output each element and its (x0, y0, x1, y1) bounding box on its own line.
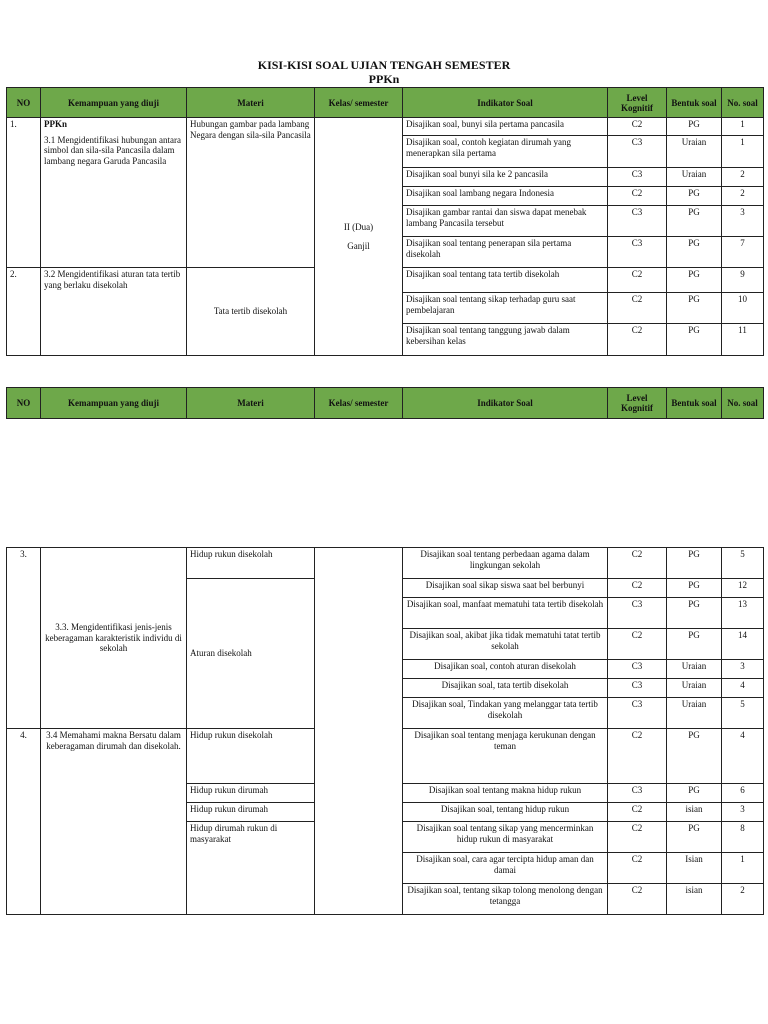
bentuk-cell: isian (667, 884, 722, 915)
nomor-cell: 14 (722, 629, 764, 660)
row-number: 4. (7, 729, 41, 915)
bentuk-cell: Uraian (667, 168, 722, 187)
kemampuan-text: 3.2 Mengidentifikasi aturan tata tertib yang berlaku disekolah (41, 268, 187, 356)
header-indikator: Indikator Soal (403, 388, 608, 419)
indikator-cell: Disajikan soal, cara agar tercipta hidup aman dan damai (403, 853, 608, 884)
document-subtitle: PPKn (368, 72, 400, 86)
nomor-cell: 10 (722, 293, 764, 324)
header-bentuk: Bentuk soal (667, 88, 722, 118)
materi-cell: Hidup rukun disekolah (187, 548, 315, 579)
nomor-cell: 6 (722, 784, 764, 803)
bentuk-cell: PG (667, 598, 722, 629)
nomor-cell: 13 (722, 598, 764, 629)
header-indikator: Indikator Soal (403, 88, 608, 118)
bentuk-cell: Uraian (667, 679, 722, 698)
bentuk-cell: Uraian (667, 136, 722, 168)
bentuk-cell: PG (667, 187, 722, 206)
nomor-cell: 3 (722, 803, 764, 822)
table-row (7, 118, 764, 136)
materi-cell: Hidup rukun dirumah (187, 803, 315, 822)
level-cell: C3 (608, 237, 667, 268)
kelas-semester-cell (315, 548, 403, 915)
level-cell: C3 (608, 206, 667, 237)
nomor-cell: 3 (722, 660, 764, 679)
materi-cell: Hidup rukun disekolah (187, 729, 315, 784)
header-materi: Materi (187, 88, 315, 118)
materi-cell: Tata tertib disekolah (187, 268, 315, 356)
level-cell: C2 (608, 803, 667, 822)
indikator-cell: Disajikan soal, manfaat mematuhi tata tertib disekolah (403, 598, 608, 629)
kemampuan-text: 3.3. Mengidentifikasi jenis-jenis keberagaman karakteristik individu di sekolah (41, 548, 187, 729)
nomor-cell: 2 (722, 187, 764, 206)
level-cell: C2 (608, 268, 667, 293)
indikator-cell: Disajikan soal, tata tertib disekolah (403, 679, 608, 698)
bentuk-cell: PG (667, 579, 722, 598)
level-cell: C3 (608, 598, 667, 629)
nomor-cell: 8 (722, 822, 764, 853)
level-cell: C3 (608, 168, 667, 187)
nomor-cell: 1 (722, 118, 764, 136)
indikator-cell: Disajikan soal tentang makna hidup rukun (403, 784, 608, 803)
level-cell: C2 (608, 822, 667, 853)
kisi-kisi-table-2-body (6, 547, 764, 915)
level-cell: C2 (608, 324, 667, 356)
kemampuan-cell (41, 118, 187, 268)
header-no: NO (7, 88, 41, 118)
nomor-cell: 12 (722, 579, 764, 598)
nomor-cell: 5 (722, 548, 764, 579)
indikator-cell: Disajikan soal tentang tata tertib disekolah (403, 268, 608, 293)
indikator-cell: Disajikan soal, contoh kegiatan dirumah yang menerapkan sila pertama (403, 136, 608, 168)
materi-cell: Aturan disekolah (187, 579, 315, 729)
level-cell: C3 (608, 136, 667, 168)
bentuk-cell: PG (667, 118, 722, 136)
document-title: KISI-KISI SOAL UJIAN TENGAH SEMESTER (257, 58, 511, 72)
bentuk-cell: Uraian (667, 698, 722, 729)
indikator-cell: Disajikan soal tentang penerapan sila pertama disekolah (403, 237, 608, 268)
level-cell: C2 (608, 629, 667, 660)
indikator-cell: Disajikan soal bunyi sila ke 2 pancasila (403, 168, 608, 187)
level-cell: C3 (608, 679, 667, 698)
bentuk-cell: PG (667, 293, 722, 324)
subject-label: PPKn (44, 119, 68, 129)
level-cell: C2 (608, 884, 667, 915)
kisi-kisi-table-2-header (6, 387, 764, 419)
nomor-cell: 5 (722, 698, 764, 729)
nomor-cell: 2 (722, 168, 764, 187)
bentuk-cell: PG (667, 629, 722, 660)
nomor-cell: 2 (722, 884, 764, 915)
semester-value: Ganjil (347, 240, 370, 251)
bentuk-cell: PG (667, 822, 722, 853)
level-cell: C2 (608, 548, 667, 579)
level-cell: C3 (608, 660, 667, 679)
kelas-semester-cell (315, 118, 403, 356)
nomor-cell: 11 (722, 324, 764, 356)
bentuk-cell: PG (667, 237, 722, 268)
row-number: 3. (7, 548, 41, 729)
kemampuan-text: 3.1 Mengidentifikasi hubungan antara simbol dan sila-sila Pancasila dalam lambang negara Garuda Pancasila (44, 134, 181, 166)
header-materi: Materi (187, 388, 315, 419)
row-number: 2. (7, 268, 41, 356)
nomor-cell: 1 (722, 136, 764, 168)
bentuk-cell: PG (667, 729, 722, 784)
indikator-cell: Disajikan soal, Tindakan yang melanggar tata tertib disekolah (403, 698, 608, 729)
level-cell: C3 (608, 784, 667, 803)
nomor-cell: 7 (722, 237, 764, 268)
indikator-cell: Disajikan soal, akibat jika tidak mematuhi tatat tertib sekolah (403, 629, 608, 660)
level-cell: C3 (608, 698, 667, 729)
indikator-cell: Disajikan soal tentang sikap yang mencerminkan hidup rukun di masyarakat (403, 822, 608, 853)
table-row (7, 548, 764, 579)
nomor-cell: 1 (722, 853, 764, 884)
bentuk-cell: isian (667, 803, 722, 822)
bentuk-cell: PG (667, 784, 722, 803)
bentuk-cell: Isian (667, 853, 722, 884)
header-nomor: No. soal (722, 88, 764, 118)
level-cell: C2 (608, 579, 667, 598)
kemampuan-text: 3.4 Memahami makna Bersatu dalam keberagaman dirumah dan disekolah. (41, 729, 187, 915)
level-cell: C2 (608, 729, 667, 784)
bentuk-cell: PG (667, 324, 722, 356)
header-kelas: Kelas/ semester (315, 88, 403, 118)
header-row (7, 88, 764, 118)
header-no: NO (7, 388, 41, 419)
indikator-cell: Disajikan soal sikap siswa saat bel berbunyi (403, 579, 608, 598)
indikator-cell: Disajikan soal, contoh aturan disekolah (403, 660, 608, 679)
indikator-cell: Disajikan soal, bunyi sila pertama pancasila (403, 118, 608, 136)
indikator-cell: Disajikan gambar rantai dan siswa dapat menebak lambang Pancasila tersebut (403, 206, 608, 237)
header-level: Level Kognitif (608, 88, 667, 118)
bentuk-cell: Uraian (667, 660, 722, 679)
header-bentuk: Bentuk soal (667, 388, 722, 419)
level-cell: C2 (608, 293, 667, 324)
nomor-cell: 4 (722, 679, 764, 698)
indikator-cell: Disajikan soal tentang perbedaan agama dalam lingkungan sekolah (403, 548, 608, 579)
header-level: Level Kognitif (608, 388, 667, 419)
header-kemampuan: Kemampuan yang diuji (41, 388, 187, 419)
materi-cell: Hidup dirumah rukun di masyarakat (187, 822, 315, 915)
indikator-cell: Disajikan soal lambang negara Indonesia (403, 187, 608, 206)
row-number: 1. (7, 118, 41, 268)
indikator-cell: Disajikan soal, tentang sikap tolong menolong dengan tetangga (403, 884, 608, 915)
materi-cell: Hidup rukun dirumah (187, 784, 315, 803)
header-row (7, 388, 764, 419)
indikator-cell: Disajikan soal tentang tanggung jawab dalam kebersihan kelas (403, 324, 608, 356)
bentuk-cell: PG (667, 268, 722, 293)
nomor-cell: 4 (722, 729, 764, 784)
header-kemampuan: Kemampuan yang diuji (41, 88, 187, 118)
nomor-cell: 9 (722, 268, 764, 293)
kelas-value: II (Dua) (343, 222, 374, 232)
indikator-cell: Disajikan soal tentang sikap terhadap guru saat pembelajaran (403, 293, 608, 324)
kisi-kisi-table-1 (6, 87, 764, 356)
header-nomor: No. soal (722, 388, 764, 419)
materi-cell: Hubungan gambar pada lambang Negara dengan sila-sila Pancasila (187, 118, 315, 268)
nomor-cell: 3 (722, 206, 764, 237)
level-cell: C2 (608, 853, 667, 884)
level-cell: C2 (608, 187, 667, 206)
bentuk-cell: PG (667, 206, 722, 237)
bentuk-cell: PG (667, 548, 722, 579)
header-kelas: Kelas/ semester (315, 388, 403, 419)
indikator-cell: Disajikan soal, tentang hidup rukun (403, 803, 608, 822)
indikator-cell: Disajikan soal tentang menjaga kerukunan dengan teman (403, 729, 608, 784)
level-cell: C2 (608, 118, 667, 136)
